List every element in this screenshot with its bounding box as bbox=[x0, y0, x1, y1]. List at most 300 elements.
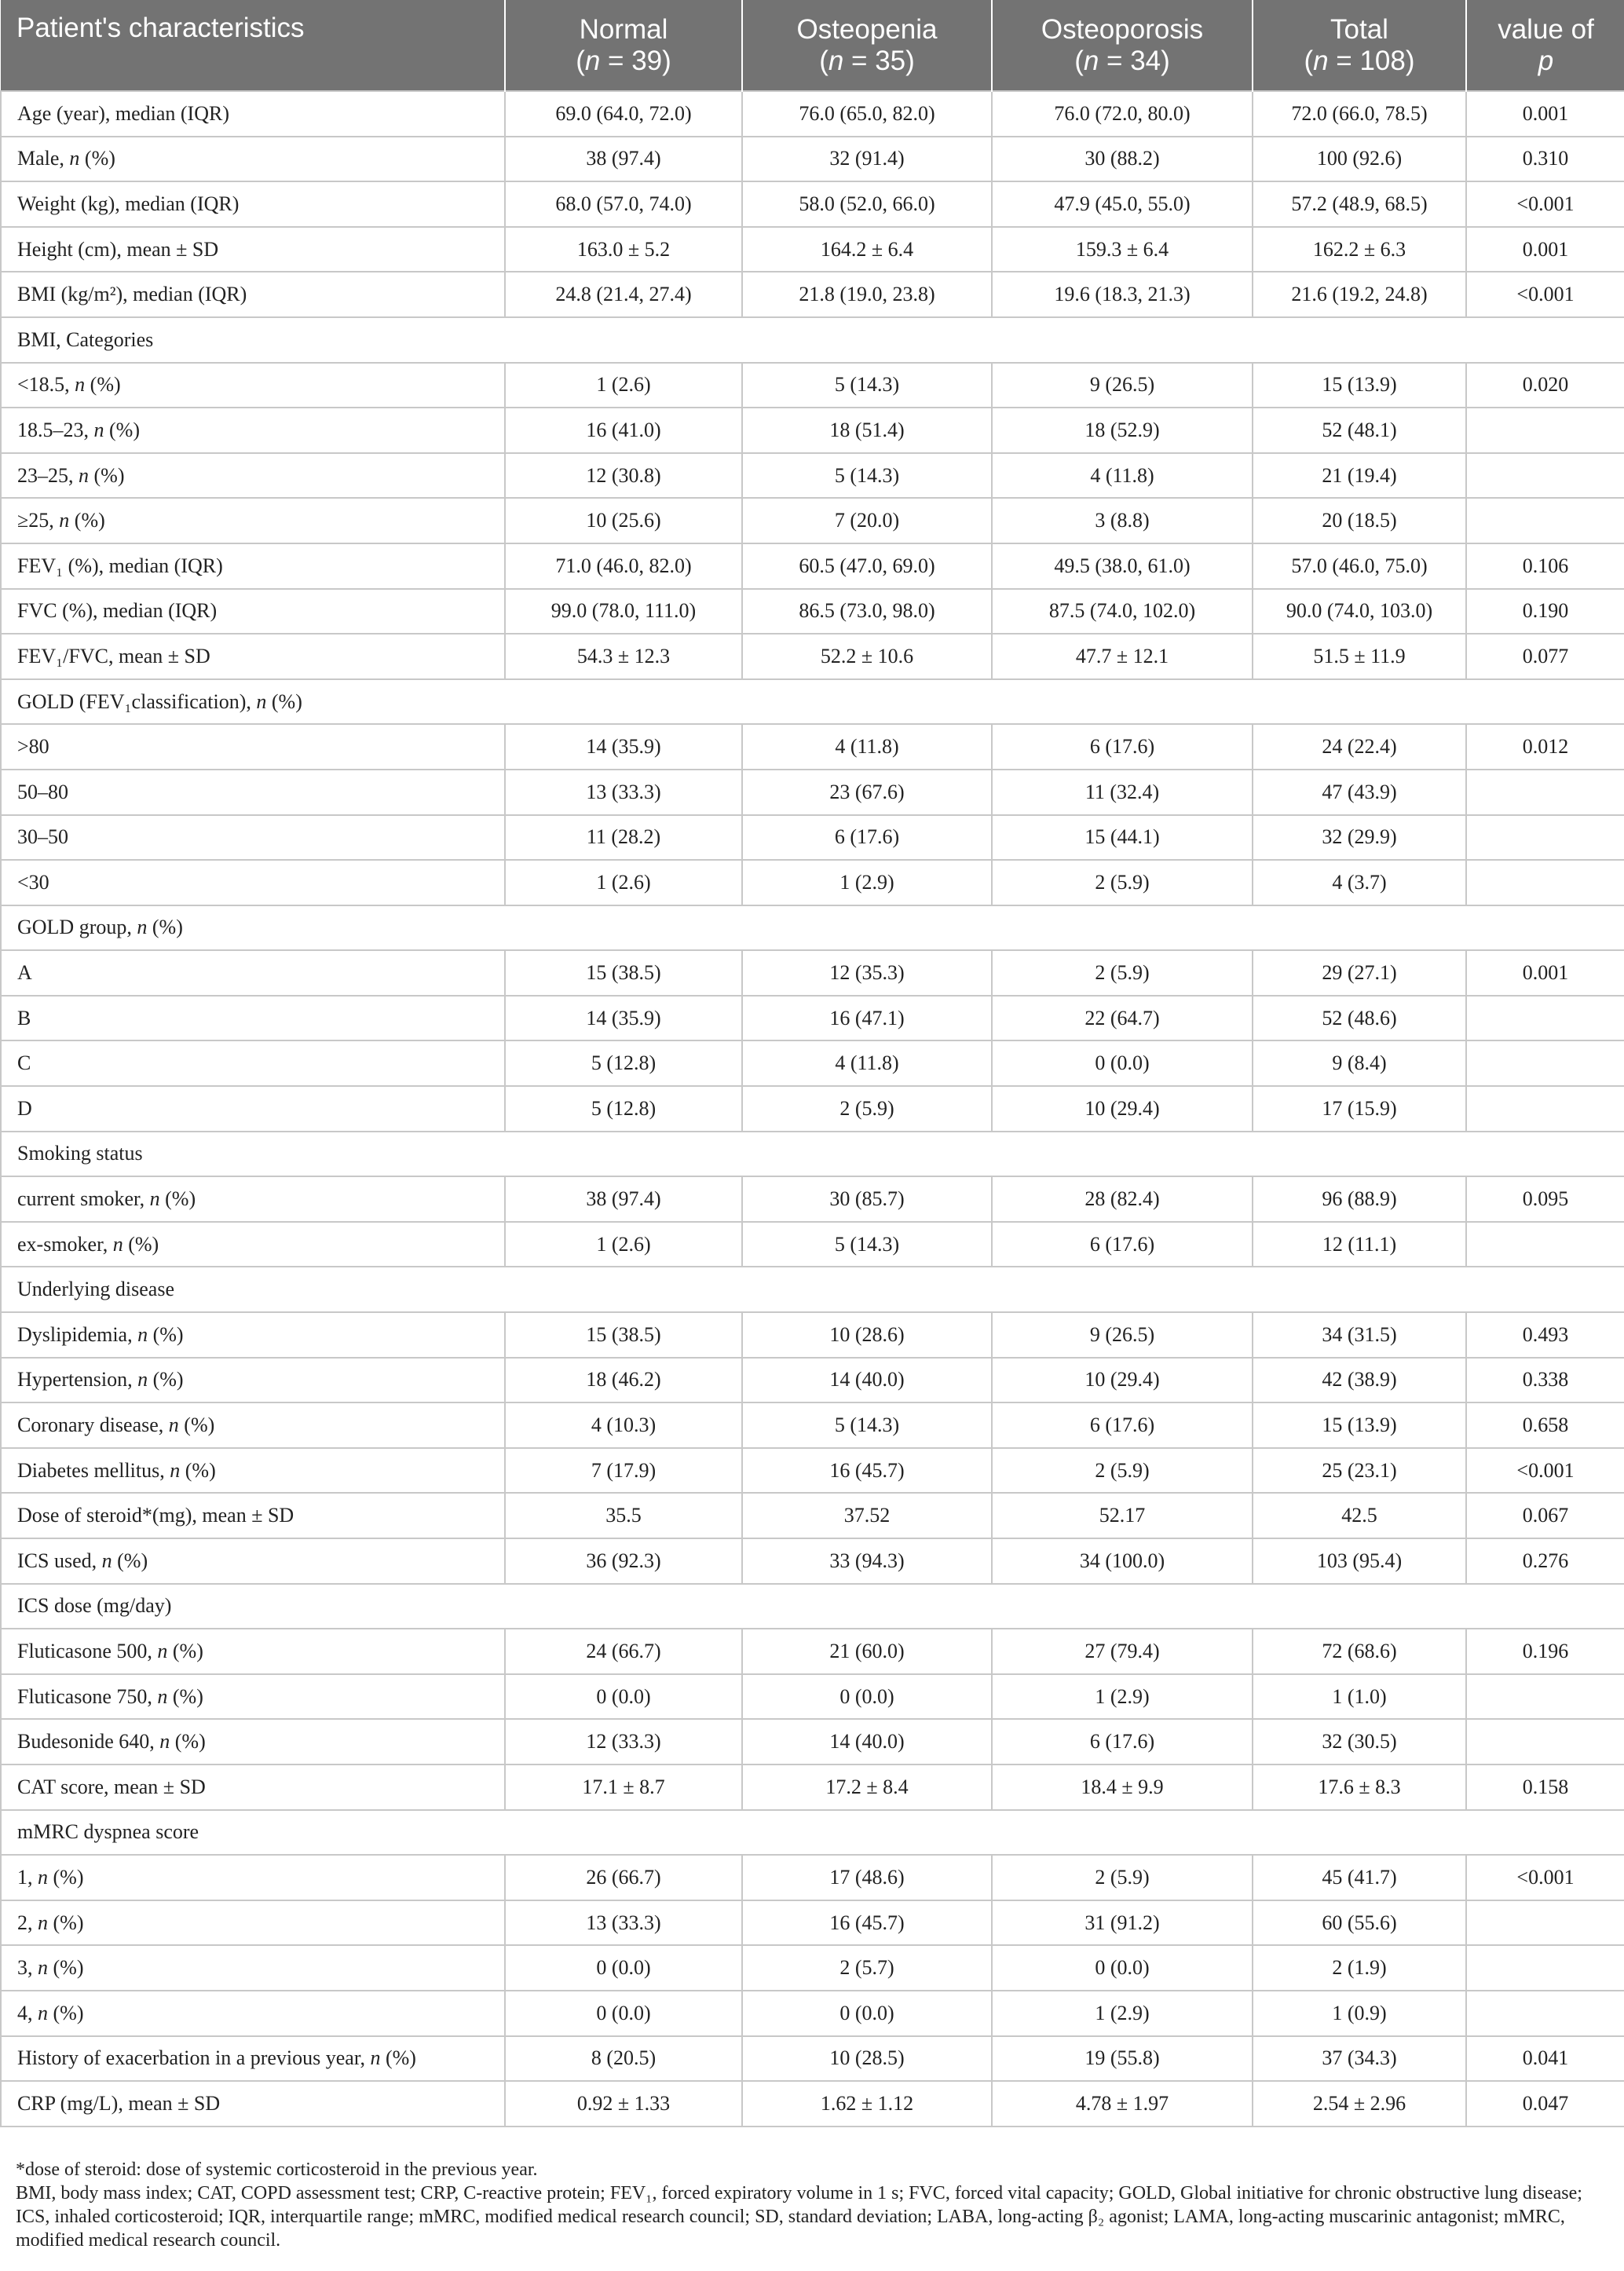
row-label: Hypertension, n (%) bbox=[1, 1358, 505, 1403]
cell-total: 57.0 (46.0, 75.0) bbox=[1253, 543, 1466, 589]
cell-p-value: 0.310 bbox=[1466, 137, 1624, 182]
row-label: A bbox=[1, 950, 505, 996]
table-row bbox=[1, 363, 1624, 408]
cell-total: 72.0 (66.0, 78.5) bbox=[1253, 91, 1466, 137]
cell-osteoporosis: 28 (82.4) bbox=[992, 1176, 1253, 1222]
cell-osteoporosis: 27 (79.4) bbox=[992, 1629, 1253, 1674]
cell-normal: 0.92 ± 1.33 bbox=[505, 2081, 742, 2127]
cell-osteoporosis: 159.3 ± 6.4 bbox=[992, 227, 1253, 272]
cell-total: 1 (0.9) bbox=[1253, 1991, 1466, 2036]
cell-osteoporosis: 6 (17.6) bbox=[992, 1222, 1253, 1267]
header-p-value-label: value of bbox=[1498, 13, 1594, 45]
cell-normal: 5 (12.8) bbox=[505, 1086, 742, 1132]
header-osteopenia-label: Osteopenia bbox=[796, 13, 938, 45]
row-label: 2, n (%) bbox=[1, 1900, 505, 1946]
cell-total: 47 (43.9) bbox=[1253, 770, 1466, 815]
cell-total: 57.2 (48.9, 68.5) bbox=[1253, 181, 1466, 227]
section-row bbox=[1, 679, 1624, 725]
cell-total: 2.54 ± 2.96 bbox=[1253, 2081, 1466, 2127]
cell-normal: 0 (0.0) bbox=[505, 1674, 742, 1720]
cell-total: 4 (3.7) bbox=[1253, 860, 1466, 905]
cell-total: 29 (27.1) bbox=[1253, 950, 1466, 996]
cell-p-value bbox=[1466, 1086, 1624, 1132]
cell-normal: 12 (33.3) bbox=[505, 1719, 742, 1765]
cell-normal: 1 (2.6) bbox=[505, 363, 742, 408]
cell-osteoporosis: 2 (5.9) bbox=[992, 1855, 1253, 1900]
cell-normal: 1 (2.6) bbox=[505, 1222, 742, 1267]
section-row bbox=[1, 317, 1624, 363]
cell-osteoporosis: 10 (29.4) bbox=[992, 1086, 1253, 1132]
table-body bbox=[1, 91, 1624, 2127]
table-row bbox=[1, 543, 1624, 589]
cell-normal: 0 (0.0) bbox=[505, 1945, 742, 1991]
cell-normal: 68.0 (57.0, 74.0) bbox=[505, 181, 742, 227]
section-row bbox=[1, 905, 1624, 951]
row-label: FVC (%), median (IQR) bbox=[1, 589, 505, 634]
cell-total: 90.0 (74.0, 103.0) bbox=[1253, 589, 1466, 634]
cell-normal: 24.8 (21.4, 27.4) bbox=[505, 272, 742, 317]
row-label: Age (year), median (IQR) bbox=[1, 91, 505, 137]
cell-p-value: 0.658 bbox=[1466, 1402, 1624, 1448]
cell-osteopenia: 164.2 ± 6.4 bbox=[742, 227, 992, 272]
table-row bbox=[1, 498, 1624, 543]
cell-osteopenia: 86.5 (73.0, 98.0) bbox=[742, 589, 992, 634]
section-label: Underlying disease bbox=[1, 1267, 1624, 1312]
cell-p-value bbox=[1466, 1945, 1624, 1991]
cell-p-value: 0.196 bbox=[1466, 1629, 1624, 1674]
cell-p-value bbox=[1466, 1719, 1624, 1765]
row-label: Budesonide 640, n (%) bbox=[1, 1719, 505, 1765]
cell-osteoporosis: 76.0 (72.0, 80.0) bbox=[992, 91, 1253, 137]
cell-osteoporosis: 1 (2.9) bbox=[992, 1991, 1253, 2036]
row-label: current smoker, n (%) bbox=[1, 1176, 505, 1222]
table-row bbox=[1, 1402, 1624, 1448]
cell-osteopenia: 17 (48.6) bbox=[742, 1855, 992, 1900]
cell-osteoporosis: 22 (64.7) bbox=[992, 996, 1253, 1041]
row-label: History of exacerbation in a previous year, n (%) bbox=[1, 2036, 505, 2082]
cell-p-value bbox=[1466, 1222, 1624, 1267]
cell-p-value: <0.001 bbox=[1466, 1855, 1624, 1900]
cell-total: 96 (88.9) bbox=[1253, 1176, 1466, 1222]
row-label: Weight (kg), median (IQR) bbox=[1, 181, 505, 227]
table-row bbox=[1, 2081, 1624, 2127]
cell-p-value: 0.001 bbox=[1466, 91, 1624, 137]
cell-normal: 1 (2.6) bbox=[505, 860, 742, 905]
cell-normal: 17.1 ± 8.7 bbox=[505, 1765, 742, 1810]
cell-osteoporosis: 0 (0.0) bbox=[992, 1040, 1253, 1086]
cell-total: 15 (13.9) bbox=[1253, 363, 1466, 408]
row-label: BMI (kg/m²), median (IQR) bbox=[1, 272, 505, 317]
table-row bbox=[1, 137, 1624, 182]
row-label: ICS used, n (%) bbox=[1, 1538, 505, 1584]
cell-total: 1 (1.0) bbox=[1253, 1674, 1466, 1720]
cell-normal: 24 (66.7) bbox=[505, 1629, 742, 1674]
cell-normal: 26 (66.7) bbox=[505, 1855, 742, 1900]
cell-osteoporosis: 0 (0.0) bbox=[992, 1945, 1253, 1991]
cell-osteopenia: 5 (14.3) bbox=[742, 1222, 992, 1267]
cell-p-value: 0.012 bbox=[1466, 724, 1624, 770]
cell-normal: 7 (17.9) bbox=[505, 1448, 742, 1494]
cell-total: 24 (22.4) bbox=[1253, 724, 1466, 770]
cell-total: 45 (41.7) bbox=[1253, 1855, 1466, 1900]
cell-total: 2 (1.9) bbox=[1253, 1945, 1466, 1991]
cell-total: 32 (29.9) bbox=[1253, 815, 1466, 861]
cell-osteoporosis: 2 (5.9) bbox=[992, 860, 1253, 905]
cell-osteoporosis: 18 (52.9) bbox=[992, 408, 1253, 453]
cell-osteopenia: 16 (47.1) bbox=[742, 996, 992, 1041]
table-row bbox=[1, 1448, 1624, 1494]
cell-p-value: <0.001 bbox=[1466, 1448, 1624, 1494]
cell-total: 25 (23.1) bbox=[1253, 1448, 1466, 1494]
section-label: GOLD (FEV₁classification), n (%) bbox=[1, 679, 1624, 725]
cell-total: 37 (34.3) bbox=[1253, 2036, 1466, 2082]
table-row bbox=[1, 1629, 1624, 1674]
row-label: 18.5–23, n (%) bbox=[1, 408, 505, 453]
table-row bbox=[1, 1312, 1624, 1358]
table-row bbox=[1, 1538, 1624, 1584]
cell-osteoporosis: 18.4 ± 9.9 bbox=[992, 1765, 1253, 1810]
cell-osteoporosis: 30 (88.2) bbox=[992, 137, 1253, 182]
header-osteopenia bbox=[742, 0, 992, 91]
section-label: BMI, Categories bbox=[1, 317, 1624, 363]
cell-p-value: 0.041 bbox=[1466, 2036, 1624, 2082]
cell-p-value: 0.001 bbox=[1466, 950, 1624, 996]
row-label: D bbox=[1, 1086, 505, 1132]
table-row bbox=[1, 1040, 1624, 1086]
table-row bbox=[1, 1086, 1624, 1132]
header-osteoporosis-label: Osteoporosis bbox=[1041, 13, 1204, 45]
table-row bbox=[1, 815, 1624, 861]
table-row bbox=[1, 1358, 1624, 1403]
cell-normal: 10 (25.6) bbox=[505, 498, 742, 543]
cell-osteoporosis: 6 (17.6) bbox=[992, 1719, 1253, 1765]
cell-total: 51.5 ± 11.9 bbox=[1253, 634, 1466, 679]
cell-normal: 71.0 (46.0, 82.0) bbox=[505, 543, 742, 589]
cell-osteopenia: 7 (20.0) bbox=[742, 498, 992, 543]
cell-total: 60 (55.6) bbox=[1253, 1900, 1466, 1946]
row-label: >80 bbox=[1, 724, 505, 770]
cell-osteopenia: 5 (14.3) bbox=[742, 1402, 992, 1448]
cell-p-value: 0.106 bbox=[1466, 543, 1624, 589]
cell-normal: 163.0 ± 5.2 bbox=[505, 227, 742, 272]
cell-osteoporosis: 52.17 bbox=[992, 1493, 1253, 1538]
cell-osteopenia: 52.2 ± 10.6 bbox=[742, 634, 992, 679]
header-osteoporosis bbox=[992, 0, 1253, 91]
table-row bbox=[1, 1719, 1624, 1765]
table-row bbox=[1, 1765, 1624, 1810]
cell-osteopenia: 32 (91.4) bbox=[742, 137, 992, 182]
cell-p-value bbox=[1466, 815, 1624, 861]
cell-p-value: 0.095 bbox=[1466, 1176, 1624, 1222]
cell-normal: 13 (33.3) bbox=[505, 1900, 742, 1946]
row-label: ex-smoker, n (%) bbox=[1, 1222, 505, 1267]
cell-osteoporosis: 15 (44.1) bbox=[992, 815, 1253, 861]
header-total-count: (n = 108) bbox=[1304, 45, 1415, 76]
cell-normal: 36 (92.3) bbox=[505, 1538, 742, 1584]
cell-p-value bbox=[1466, 498, 1624, 543]
header-p-value bbox=[1466, 0, 1624, 91]
table-row bbox=[1, 770, 1624, 815]
cell-total: 9 (8.4) bbox=[1253, 1040, 1466, 1086]
cell-osteoporosis: 49.5 (38.0, 61.0) bbox=[992, 543, 1253, 589]
cell-total: 72 (68.6) bbox=[1253, 1629, 1466, 1674]
cell-total: 20 (18.5) bbox=[1253, 498, 1466, 543]
section-row bbox=[1, 1132, 1624, 1177]
cell-normal: 35.5 bbox=[505, 1493, 742, 1538]
row-label: Fluticasone 500, n (%) bbox=[1, 1629, 505, 1674]
cell-osteoporosis: 2 (5.9) bbox=[992, 1448, 1253, 1494]
cell-osteoporosis: 9 (26.5) bbox=[992, 363, 1253, 408]
cell-total: 32 (30.5) bbox=[1253, 1719, 1466, 1765]
cell-normal: 12 (30.8) bbox=[505, 453, 742, 499]
cell-normal: 11 (28.2) bbox=[505, 815, 742, 861]
cell-normal: 14 (35.9) bbox=[505, 724, 742, 770]
section-label: GOLD group, n (%) bbox=[1, 905, 1624, 951]
cell-osteopenia: 1 (2.9) bbox=[742, 860, 992, 905]
cell-osteopenia: 4 (11.8) bbox=[742, 1040, 992, 1086]
cell-p-value: 0.493 bbox=[1466, 1312, 1624, 1358]
table-row bbox=[1, 1991, 1624, 2036]
cell-osteoporosis: 1 (2.9) bbox=[992, 1674, 1253, 1720]
cell-osteopenia: 2 (5.7) bbox=[742, 1945, 992, 1991]
cell-osteopenia: 18 (51.4) bbox=[742, 408, 992, 453]
cell-osteopenia: 4 (11.8) bbox=[742, 724, 992, 770]
row-label: 23–25, n (%) bbox=[1, 453, 505, 499]
cell-osteoporosis: 2 (5.9) bbox=[992, 950, 1253, 996]
cell-normal: 54.3 ± 12.3 bbox=[505, 634, 742, 679]
row-label: CAT score, mean ± SD bbox=[1, 1765, 505, 1810]
table-row bbox=[1, 1222, 1624, 1267]
cell-p-value: 0.077 bbox=[1466, 634, 1624, 679]
cell-total: 12 (11.1) bbox=[1253, 1222, 1466, 1267]
table-row bbox=[1, 2036, 1624, 2082]
cell-p-value bbox=[1466, 1900, 1624, 1946]
row-label: Male, n (%) bbox=[1, 137, 505, 182]
table-footnotes bbox=[16, 2158, 1610, 2252]
header-normal-label: Normal bbox=[579, 13, 668, 45]
cell-normal: 99.0 (78.0, 111.0) bbox=[505, 589, 742, 634]
cell-normal: 8 (20.5) bbox=[505, 2036, 742, 2082]
header-total bbox=[1253, 0, 1466, 91]
row-label: Dyslipidemia, n (%) bbox=[1, 1312, 505, 1358]
section-row bbox=[1, 1584, 1624, 1629]
table-row bbox=[1, 1855, 1624, 1900]
cell-total: 42 (38.9) bbox=[1253, 1358, 1466, 1403]
cell-normal: 13 (33.3) bbox=[505, 770, 742, 815]
table-row bbox=[1, 408, 1624, 453]
cell-normal: 4 (10.3) bbox=[505, 1402, 742, 1448]
cell-osteopenia: 0 (0.0) bbox=[742, 1674, 992, 1720]
row-label: Diabetes mellitus, n (%) bbox=[1, 1448, 505, 1494]
cell-total: 103 (95.4) bbox=[1253, 1538, 1466, 1584]
table-row bbox=[1, 724, 1624, 770]
cell-p-value: 0.020 bbox=[1466, 363, 1624, 408]
cell-osteopenia: 60.5 (47.0, 69.0) bbox=[742, 543, 992, 589]
cell-osteoporosis: 4 (11.8) bbox=[992, 453, 1253, 499]
row-label: 30–50 bbox=[1, 815, 505, 861]
header-normal bbox=[505, 0, 742, 91]
table-row bbox=[1, 1493, 1624, 1538]
row-label: <30 bbox=[1, 860, 505, 905]
row-label: Dose of steroid*(mg), mean ± SD bbox=[1, 1493, 505, 1538]
cell-p-value bbox=[1466, 996, 1624, 1041]
cell-total: 42.5 bbox=[1253, 1493, 1466, 1538]
table-row bbox=[1, 860, 1624, 905]
cell-osteopenia: 5 (14.3) bbox=[742, 453, 992, 499]
cell-p-value bbox=[1466, 408, 1624, 453]
table-row bbox=[1, 91, 1624, 137]
footnote-abbreviations: BMI, body mass index; CAT, COPD assessment test; CRP, C-reactive protein; FEV₁, forced expiratory volume in 1 s; FVC, forced vital capacity; GOLD, Global initiative for chronic obstructive lung disease; ICS, inhaled corticosteroid; IQR, interquartile range; mMRC, modified medical research council; SD, standard deviation; LABA, long-acting β₂ agonist; LAMA, long-acting muscarinic antagonist; mMRC, modified medical research council. bbox=[16, 2183, 1582, 2251]
cell-osteoporosis: 47.7 ± 12.1 bbox=[992, 634, 1253, 679]
cell-normal: 38 (97.4) bbox=[505, 1176, 742, 1222]
row-label: Coronary disease, n (%) bbox=[1, 1402, 505, 1448]
section-label: mMRC dyspnea score bbox=[1, 1810, 1624, 1856]
cell-total: 100 (92.6) bbox=[1253, 137, 1466, 182]
cell-osteopenia: 5 (14.3) bbox=[742, 363, 992, 408]
row-label: ≥25, n (%) bbox=[1, 498, 505, 543]
header-normal-count: (n = 39) bbox=[576, 45, 671, 76]
header-row bbox=[1, 0, 1624, 91]
table-row bbox=[1, 227, 1624, 272]
cell-normal: 0 (0.0) bbox=[505, 1991, 742, 2036]
header-osteopenia-count: (n = 35) bbox=[819, 45, 915, 76]
cell-osteopenia: 14 (40.0) bbox=[742, 1358, 992, 1403]
cell-normal: 15 (38.5) bbox=[505, 950, 742, 996]
cell-osteopenia: 16 (45.7) bbox=[742, 1900, 992, 1946]
cell-osteopenia: 33 (94.3) bbox=[742, 1538, 992, 1584]
row-label: 3, n (%) bbox=[1, 1945, 505, 1991]
cell-osteoporosis: 19 (55.8) bbox=[992, 2036, 1253, 2082]
header-characteristics-label: Patient's characteristics bbox=[16, 13, 305, 43]
section-row bbox=[1, 1267, 1624, 1312]
cell-osteopenia: 21.8 (19.0, 23.8) bbox=[742, 272, 992, 317]
cell-osteopenia: 14 (40.0) bbox=[742, 1719, 992, 1765]
table-row bbox=[1, 181, 1624, 227]
cell-normal: 15 (38.5) bbox=[505, 1312, 742, 1358]
cell-normal: 16 (41.0) bbox=[505, 408, 742, 453]
table-row bbox=[1, 1176, 1624, 1222]
cell-normal: 69.0 (64.0, 72.0) bbox=[505, 91, 742, 137]
cell-total: 21.6 (19.2, 24.8) bbox=[1253, 272, 1466, 317]
cell-total: 52 (48.1) bbox=[1253, 408, 1466, 453]
cell-osteoporosis: 3 (8.8) bbox=[992, 498, 1253, 543]
row-label: 50–80 bbox=[1, 770, 505, 815]
cell-normal: 18 (46.2) bbox=[505, 1358, 742, 1403]
cell-p-value bbox=[1466, 1991, 1624, 2036]
row-label: <18.5, n (%) bbox=[1, 363, 505, 408]
cell-osteopenia: 21 (60.0) bbox=[742, 1629, 992, 1674]
row-label: Height (cm), mean ± SD bbox=[1, 227, 505, 272]
cell-p-value: 0.276 bbox=[1466, 1538, 1624, 1584]
cell-osteopenia: 2 (5.9) bbox=[742, 1086, 992, 1132]
cell-p-value bbox=[1466, 1674, 1624, 1720]
section-label: Smoking status bbox=[1, 1132, 1624, 1177]
row-label: FEV₁ (%), median (IQR) bbox=[1, 543, 505, 589]
cell-normal: 5 (12.8) bbox=[505, 1040, 742, 1086]
cell-p-value bbox=[1466, 453, 1624, 499]
table-row bbox=[1, 1674, 1624, 1720]
row-label: 4, n (%) bbox=[1, 1991, 505, 2036]
table-row bbox=[1, 1945, 1624, 1991]
cell-normal: 38 (97.4) bbox=[505, 137, 742, 182]
cell-total: 15 (13.9) bbox=[1253, 1402, 1466, 1448]
cell-osteoporosis: 31 (91.2) bbox=[992, 1900, 1253, 1946]
header-characteristics bbox=[1, 0, 505, 91]
table-row bbox=[1, 950, 1624, 996]
table-row bbox=[1, 453, 1624, 499]
row-label: FEV₁/FVC, mean ± SD bbox=[1, 634, 505, 679]
section-label: ICS dose (mg/day) bbox=[1, 1584, 1624, 1629]
cell-osteopenia: 37.52 bbox=[742, 1493, 992, 1538]
table-row bbox=[1, 996, 1624, 1041]
cell-osteopenia: 30 (85.7) bbox=[742, 1176, 992, 1222]
cell-p-value: 0.047 bbox=[1466, 2081, 1624, 2127]
section-row bbox=[1, 1810, 1624, 1856]
cell-p-value: 0.338 bbox=[1466, 1358, 1624, 1403]
cell-osteoporosis: 34 (100.0) bbox=[992, 1538, 1253, 1584]
cell-osteoporosis: 6 (17.6) bbox=[992, 1402, 1253, 1448]
header-osteoporosis-count: (n = 34) bbox=[1074, 45, 1170, 76]
cell-osteopenia: 6 (17.6) bbox=[742, 815, 992, 861]
cell-normal: 14 (35.9) bbox=[505, 996, 742, 1041]
cell-p-value: 0.067 bbox=[1466, 1493, 1624, 1538]
cell-osteopenia: 76.0 (65.0, 82.0) bbox=[742, 91, 992, 137]
cell-p-value: <0.001 bbox=[1466, 181, 1624, 227]
cell-osteopenia: 10 (28.6) bbox=[742, 1312, 992, 1358]
row-label: CRP (mg/L), mean ± SD bbox=[1, 2081, 505, 2127]
cell-osteoporosis: 9 (26.5) bbox=[992, 1312, 1253, 1358]
cell-osteopenia: 1.62 ± 1.12 bbox=[742, 2081, 992, 2127]
cell-osteoporosis: 10 (29.4) bbox=[992, 1358, 1253, 1403]
cell-total: 162.2 ± 6.3 bbox=[1253, 227, 1466, 272]
cell-osteoporosis: 11 (32.4) bbox=[992, 770, 1253, 815]
row-label: Fluticasone 750, n (%) bbox=[1, 1674, 505, 1720]
cell-total: 17 (15.9) bbox=[1253, 1086, 1466, 1132]
row-label: C bbox=[1, 1040, 505, 1086]
cell-total: 34 (31.5) bbox=[1253, 1312, 1466, 1358]
cell-total: 17.6 ± 8.3 bbox=[1253, 1765, 1466, 1810]
cell-osteoporosis: 87.5 (74.0, 102.0) bbox=[992, 589, 1253, 634]
cell-osteoporosis: 47.9 (45.0, 55.0) bbox=[992, 181, 1253, 227]
cell-osteopenia: 58.0 (52.0, 66.0) bbox=[742, 181, 992, 227]
table-row bbox=[1, 1900, 1624, 1946]
cell-osteopenia: 16 (45.7) bbox=[742, 1448, 992, 1494]
cell-p-value: 0.158 bbox=[1466, 1765, 1624, 1810]
cell-osteopenia: 23 (67.6) bbox=[742, 770, 992, 815]
row-label: B bbox=[1, 996, 505, 1041]
cell-p-value: 0.001 bbox=[1466, 227, 1624, 272]
cell-osteoporosis: 4.78 ± 1.97 bbox=[992, 2081, 1253, 2127]
table-header bbox=[1, 0, 1624, 91]
table-row bbox=[1, 589, 1624, 634]
header-total-label: Total bbox=[1330, 13, 1388, 45]
header-p-value-symbol: p bbox=[1538, 45, 1554, 76]
cell-osteopenia: 12 (35.3) bbox=[742, 950, 992, 996]
footnote-steroid: *dose of steroid: dose of systemic corticosteroid in the previous year. bbox=[16, 2159, 538, 2180]
row-label: 1, n (%) bbox=[1, 1855, 505, 1900]
table-row bbox=[1, 634, 1624, 679]
cell-p-value: 0.190 bbox=[1466, 589, 1624, 634]
table-row bbox=[1, 272, 1624, 317]
cell-osteopenia: 17.2 ± 8.4 bbox=[742, 1765, 992, 1810]
cell-p-value bbox=[1466, 1040, 1624, 1086]
cell-osteoporosis: 19.6 (18.3, 21.3) bbox=[992, 272, 1253, 317]
cell-p-value bbox=[1466, 860, 1624, 905]
cell-p-value: <0.001 bbox=[1466, 272, 1624, 317]
cell-p-value bbox=[1466, 770, 1624, 815]
cell-osteopenia: 10 (28.5) bbox=[742, 2036, 992, 2082]
cell-total: 21 (19.4) bbox=[1253, 453, 1466, 499]
